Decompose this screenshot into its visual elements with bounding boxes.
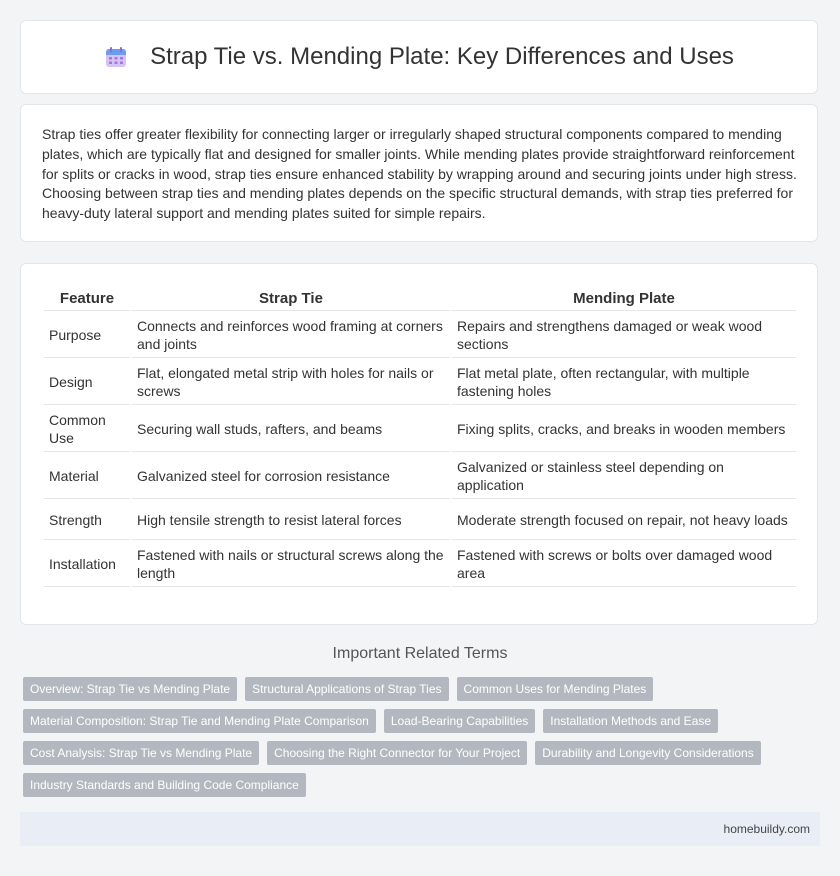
table-header-row	[44, 286, 796, 311]
strap-tie-cell: Flat, elongated metal strip with holes for nails or screws	[132, 360, 450, 405]
related-term-tag[interactable]: Choosing the Right Connector for Your Project	[267, 741, 527, 765]
table-row	[44, 542, 796, 587]
footer	[20, 812, 820, 846]
related-terms-heading: Important Related Terms	[332, 645, 508, 662]
feature-cell: Installation	[44, 542, 130, 587]
mending-plate-cell: Fastened with screws or bolts over damaged wood area	[452, 542, 796, 587]
mending-plate-cell: Flat metal plate, often rectangular, with multiple fastening holes	[452, 360, 796, 405]
related-term-tag[interactable]: Common Uses for Mending Plates	[457, 677, 654, 701]
strap-tie-cell: Securing wall studs, rafters, and beams	[132, 407, 450, 452]
table-row	[44, 501, 796, 540]
title-card	[20, 20, 818, 94]
table-row	[44, 313, 796, 358]
mending-plate-cell: Moderate strength focused on repair, not heavy loads	[452, 501, 796, 540]
footer-site-link[interactable]: homebuildy.com	[723, 822, 810, 836]
mending-plate-cell: Fixing splits, cracks, and breaks in wooden members	[452, 407, 796, 452]
feature-cell: Strength	[44, 501, 130, 540]
table-row	[44, 454, 796, 499]
related-term-tag[interactable]: Durability and Longevity Considerations	[535, 741, 760, 765]
header-strap-tie: Strap Tie	[132, 286, 450, 311]
page-title: Strap Tie vs. Mending Plate: Key Differences and Uses	[150, 43, 734, 70]
calendar-icon	[104, 45, 128, 69]
related-term-tag[interactable]: Installation Methods and Ease	[543, 709, 718, 733]
feature-cell: Common Use	[44, 407, 130, 452]
related-term-tag[interactable]: Cost Analysis: Strap Tie vs Mending Plate	[23, 741, 259, 765]
strap-tie-cell: Fastened with nails or structural screws along the length	[132, 542, 450, 587]
related-term-tag[interactable]: Overview: Strap Tie vs Mending Plate	[23, 677, 237, 701]
feature-cell: Purpose	[44, 313, 130, 358]
related-term-tag[interactable]: Material Composition: Strap Tie and Mending Plate Comparison	[23, 709, 376, 733]
related-term-tag[interactable]: Industry Standards and Building Code Compliance	[23, 773, 306, 797]
related-term-tag[interactable]: Load-Bearing Capabilities	[384, 709, 535, 733]
intro-card	[20, 104, 818, 242]
comparison-table-card	[20, 263, 818, 625]
feature-cell: Material	[44, 454, 130, 499]
feature-cell: Design	[44, 360, 130, 405]
header-feature: Feature	[44, 286, 130, 311]
strap-tie-cell: Connects and reinforces wood framing at corners and joints	[132, 313, 450, 358]
strap-tie-cell: Galvanized steel for corrosion resistance	[132, 454, 450, 499]
related-terms-list	[23, 677, 819, 805]
table-row	[44, 407, 796, 452]
related-term-tag[interactable]: Structural Applications of Strap Ties	[245, 677, 448, 701]
table-row	[44, 360, 796, 405]
intro-paragraph: Strap ties offer greater flexibility for connecting larger or irregularly shaped structural components compared to mending plates, which are typically flat and designed for smaller joints. While mending plates provide straightforward reinforcement for splits or cracks in wood, strap ties ensure enhanced stability by wrapping around and securing joints under high stress. Choosing between strap ties and mending plates depends on the specific structural demands, with strap ties preferred for heavy-duty lateral support and mending plates suited for simple repairs.	[42, 126, 797, 222]
mending-plate-cell: Repairs and strengthens damaged or weak wood sections	[452, 313, 796, 358]
header-mending-plate: Mending Plate	[452, 286, 796, 311]
strap-tie-cell: High tensile strength to resist lateral forces	[132, 501, 450, 540]
comparison-table	[42, 284, 798, 589]
mending-plate-cell: Galvanized or stainless steel depending on application	[452, 454, 796, 499]
